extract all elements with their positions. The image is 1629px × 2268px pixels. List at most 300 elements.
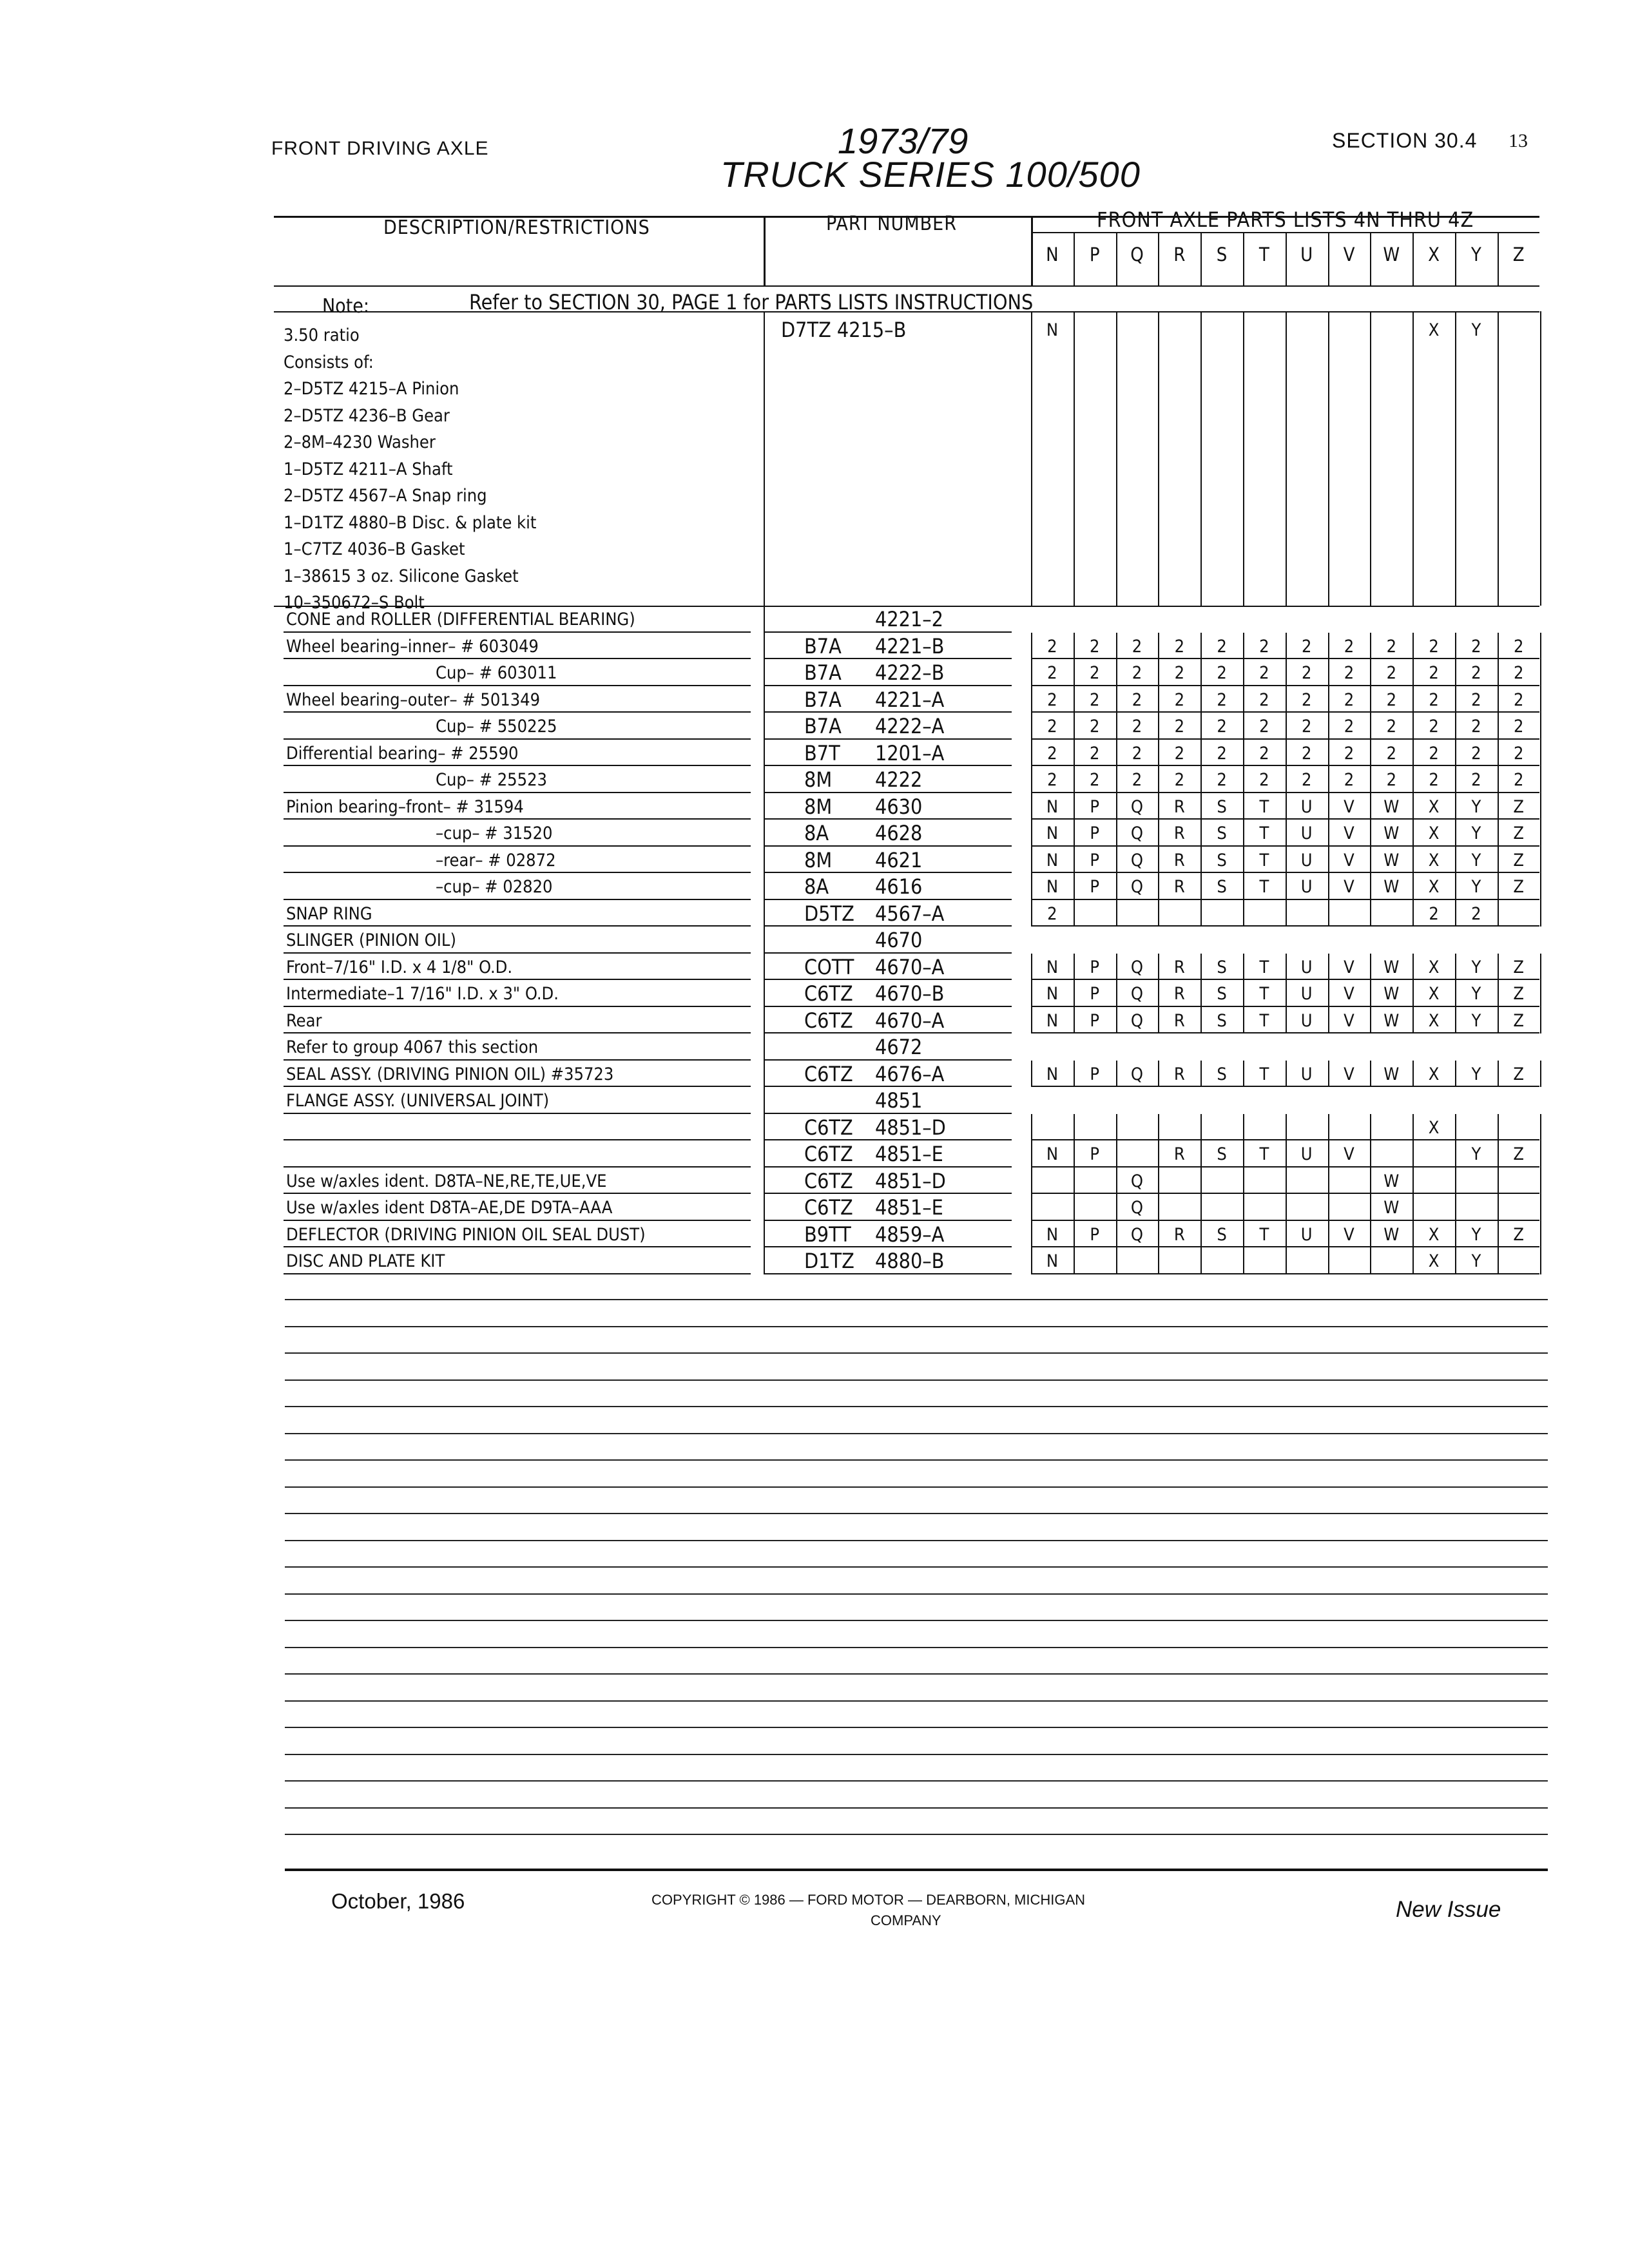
row-col-divider xyxy=(1031,1061,1032,1088)
row-part-divider xyxy=(764,793,765,820)
row-mark: S xyxy=(1217,850,1227,870)
row-col-divider xyxy=(1074,633,1075,660)
row-col-divider xyxy=(1286,1194,1287,1221)
row-col-divider xyxy=(1540,793,1541,820)
row-col-divider xyxy=(1455,980,1456,1007)
row-col-divider xyxy=(1540,980,1541,1007)
row-col-divider xyxy=(1158,1221,1159,1248)
letter-divider xyxy=(1243,232,1244,285)
row-col-divider xyxy=(1328,766,1329,793)
row-mark: 2 xyxy=(1174,716,1185,736)
row-col-divider xyxy=(1286,980,1287,1007)
row-part-number: 4670–A xyxy=(875,1008,945,1033)
table-row xyxy=(0,686,1629,713)
row-mark: N xyxy=(1046,877,1058,897)
row-mark: R xyxy=(1173,877,1185,897)
row-mark: Q xyxy=(1130,1224,1144,1245)
row-mark: W xyxy=(1383,877,1400,897)
row-part-number: 4672 xyxy=(875,1035,923,1059)
table-row xyxy=(0,1221,1629,1248)
kit-col-divider xyxy=(1074,311,1075,606)
row-col-divider xyxy=(1540,1061,1541,1088)
kit-col-divider xyxy=(1243,311,1244,606)
row-col-divider xyxy=(1286,1061,1287,1088)
row-col-divider xyxy=(1498,1168,1499,1195)
row-mark: N xyxy=(1046,1064,1058,1084)
row-mark: Z xyxy=(1513,1144,1525,1164)
row-col-divider xyxy=(1412,873,1414,900)
list-letter-w: W xyxy=(1383,244,1400,265)
row-mark: 2 xyxy=(1259,636,1269,657)
row-description: Use w/axles ident D8TA–AE,DE D9TA–AAA xyxy=(286,1198,613,1218)
row-mark: W xyxy=(1383,823,1400,843)
row-col-divider xyxy=(1158,1007,1159,1034)
row-mark: U xyxy=(1300,823,1313,843)
row-col-divider xyxy=(1540,1168,1541,1195)
row-col-divider xyxy=(1455,793,1456,820)
blank-ruled-line xyxy=(285,1459,1548,1461)
row-mark: 2 xyxy=(1259,663,1269,683)
row-col-divider xyxy=(1370,980,1371,1007)
row-mark: P xyxy=(1090,1224,1100,1245)
footer-copyright: COPYRIGHT © 1986 — FORD MOTOR — DEARBORN, MICHIGAN xyxy=(651,1892,1086,1908)
row-mark: 2 xyxy=(1047,636,1057,657)
row-part-divider xyxy=(764,1194,765,1221)
row-col-divider xyxy=(1286,659,1287,686)
row-col-divider xyxy=(1031,686,1032,713)
row-description: Intermediate–1 7/16" I.D. x 3" O.D. xyxy=(286,984,559,1004)
letter-divider xyxy=(1074,232,1075,285)
row-col-divider xyxy=(1412,820,1414,847)
row-mark: Z xyxy=(1513,984,1525,1004)
row-mark: T xyxy=(1259,1144,1269,1164)
row-col-divider xyxy=(1370,1061,1371,1088)
row-col-divider xyxy=(1455,1168,1456,1195)
blank-ruled-line xyxy=(285,1299,1548,1300)
section-number: SECTION 30.4 xyxy=(1332,129,1478,152)
row-col-divider xyxy=(1031,954,1032,981)
row-mark: N xyxy=(1046,850,1058,870)
row-part-divider xyxy=(764,1007,765,1034)
row-col-divider xyxy=(1455,1114,1456,1141)
row-col-divider xyxy=(1116,1114,1117,1141)
row-mark: 2 xyxy=(1132,689,1142,710)
model-years: 1973/79 xyxy=(838,120,969,161)
row-col-divider xyxy=(1328,713,1329,740)
row-mark: 2 xyxy=(1089,663,1100,683)
row-mark: W xyxy=(1383,796,1400,817)
row-mark: Z xyxy=(1513,796,1525,817)
row-col-divider xyxy=(1031,847,1032,874)
row-col-divider xyxy=(1074,766,1075,793)
row-col-divider xyxy=(1074,740,1075,767)
blank-ruled-line xyxy=(285,1700,1548,1702)
row-part-divider xyxy=(764,713,765,740)
row-part-prefix: C6TZ xyxy=(804,1195,853,1220)
row-mark: 2 xyxy=(1132,636,1142,657)
row-part-prefix: 8M xyxy=(804,847,833,872)
row-mark: 2 xyxy=(1513,689,1524,710)
row-mark: 2 xyxy=(1344,770,1354,790)
row-col-divider xyxy=(1498,633,1499,660)
list-letter-s: S xyxy=(1216,244,1228,265)
row-col-divider xyxy=(1200,820,1202,847)
row-col-divider xyxy=(1286,873,1287,900)
row-col-divider xyxy=(1370,659,1371,686)
row-mark: T xyxy=(1259,984,1269,1004)
row-mark: U xyxy=(1300,850,1313,870)
kit-col-divider xyxy=(1540,311,1541,606)
row-part-number: 4567–A xyxy=(875,901,945,926)
row-col-divider xyxy=(1412,766,1414,793)
row-description: Rear xyxy=(286,1010,322,1031)
row-mark: Y xyxy=(1471,1010,1481,1031)
row-mark: 2 xyxy=(1047,716,1057,736)
row-col-divider xyxy=(1412,793,1414,820)
row-col-divider xyxy=(1328,1194,1329,1221)
row-mark: 2 xyxy=(1471,716,1481,736)
row-col-divider xyxy=(1498,954,1499,981)
letter-divider xyxy=(1498,232,1499,285)
row-col-divider xyxy=(1455,954,1456,981)
row-col-divider xyxy=(1200,847,1202,874)
row-mark: 2 xyxy=(1429,636,1439,657)
row-col-divider xyxy=(1370,820,1371,847)
kit-mark: N xyxy=(1046,320,1058,340)
row-col-divider xyxy=(1498,766,1499,793)
row-col-divider xyxy=(1200,900,1202,927)
row-col-divider xyxy=(1412,900,1414,927)
row-col-divider xyxy=(1116,1061,1117,1088)
blank-ruled-line xyxy=(285,1647,1548,1648)
row-part-prefix: B7A xyxy=(804,633,842,658)
kit-line: 1–D5TZ 4211–A Shaft xyxy=(284,459,453,479)
row-col-divider xyxy=(1286,686,1287,713)
row-col-divider xyxy=(1412,847,1414,874)
row-part-divider xyxy=(764,1221,765,1248)
row-col-divider xyxy=(1200,873,1202,900)
table-row xyxy=(0,793,1629,820)
kit-col-divider xyxy=(1498,311,1499,606)
row-col-divider xyxy=(1412,1007,1414,1034)
row-part-prefix: D1TZ xyxy=(804,1249,854,1273)
row-col-divider xyxy=(1286,1114,1287,1141)
letter-divider xyxy=(1158,232,1159,285)
row-col-divider xyxy=(1116,954,1117,981)
row-mark: X xyxy=(1428,1117,1440,1138)
row-col-divider xyxy=(1158,740,1159,767)
row-col-divider xyxy=(1286,713,1287,740)
row-col-divider xyxy=(1370,1007,1371,1034)
row-mark: 2 xyxy=(1513,770,1524,790)
row-mark: 2 xyxy=(1471,663,1481,683)
kit-line: 2–D5TZ 4567–A Snap ring xyxy=(284,486,487,506)
blank-ruled-line xyxy=(285,1566,1548,1568)
row-col-divider xyxy=(1412,1061,1414,1088)
row-col-divider xyxy=(1074,686,1075,713)
row-col-divider xyxy=(1031,1114,1032,1141)
table-row xyxy=(0,606,1629,633)
row-mark: 2 xyxy=(1344,689,1354,710)
row-col-divider xyxy=(1200,1247,1202,1274)
row-mark: Q xyxy=(1130,823,1144,843)
row-mark: V xyxy=(1344,1010,1354,1031)
row-mark: Q xyxy=(1130,1171,1144,1191)
row-mark: U xyxy=(1300,1064,1313,1084)
blank-ruled-line xyxy=(285,1352,1548,1354)
table-row xyxy=(0,820,1629,847)
row-col-divider xyxy=(1286,820,1287,847)
col-header-parts-lists: FRONT AXLE PARTS LISTS 4N THRU 4Z xyxy=(1097,207,1474,232)
table-row xyxy=(0,1194,1629,1221)
row-description: Cup– # 550225 xyxy=(436,716,557,736)
row-mark: Q xyxy=(1130,877,1144,897)
row-col-divider xyxy=(1243,980,1244,1007)
blank-ruled-line xyxy=(285,1807,1548,1809)
truck-series-title: TRUCK SERIES 100/500 xyxy=(720,154,1141,195)
row-mark: 2 xyxy=(1471,636,1481,657)
row-col-divider xyxy=(1243,633,1244,660)
table-row xyxy=(0,847,1629,874)
row-part-divider xyxy=(764,927,765,954)
row-mark: Y xyxy=(1471,1224,1481,1245)
row-mark: 2 xyxy=(1047,903,1057,924)
row-mark: Z xyxy=(1513,823,1525,843)
row-mark: 2 xyxy=(1047,689,1057,710)
row-col-divider xyxy=(1243,1061,1244,1088)
row-mark: S xyxy=(1217,1064,1227,1084)
row-part-prefix: 8A xyxy=(804,874,829,899)
row-mark: 2 xyxy=(1301,689,1312,710)
blank-ruled-line xyxy=(285,1326,1548,1327)
row-mark: 2 xyxy=(1386,716,1397,736)
row-col-divider xyxy=(1200,633,1202,660)
row-description: SNAP RING xyxy=(286,903,372,924)
kit-line: Consists of: xyxy=(284,352,374,372)
row-part-number: 4221–2 xyxy=(875,607,943,631)
row-col-divider xyxy=(1031,1221,1032,1248)
row-mark: P xyxy=(1090,984,1100,1004)
row-part-divider xyxy=(764,847,765,874)
row-description: Cup– # 603011 xyxy=(436,663,557,683)
row-mark: 2 xyxy=(1429,903,1439,924)
row-mark: S xyxy=(1217,984,1227,1004)
row-part-number: 4851–E xyxy=(875,1142,943,1166)
blank-ruled-line xyxy=(285,1834,1548,1835)
row-mark: 2 xyxy=(1217,716,1227,736)
row-part-number: 4859–A xyxy=(875,1222,945,1247)
row-mark: Y xyxy=(1471,796,1481,817)
kit-line: 1–C7TZ 4036–B Gasket xyxy=(284,539,465,559)
row-mark: 2 xyxy=(1301,663,1312,683)
row-col-divider xyxy=(1074,1221,1075,1248)
row-part-divider xyxy=(764,873,765,900)
row-mark: P xyxy=(1090,850,1100,870)
kit-line: 2–8M–4230 Washer xyxy=(284,432,436,452)
row-col-divider xyxy=(1455,1007,1456,1034)
row-col-divider xyxy=(1200,1221,1202,1248)
row-col-divider xyxy=(1328,980,1329,1007)
row-mark: Q xyxy=(1130,957,1144,977)
row-mark: W xyxy=(1383,850,1400,870)
row-part-divider xyxy=(764,633,765,660)
row-col-divider xyxy=(1370,633,1371,660)
row-mark: 2 xyxy=(1089,716,1100,736)
row-col-divider xyxy=(1200,793,1202,820)
row-col-divider xyxy=(1540,713,1541,740)
row-mark: Y xyxy=(1471,823,1481,843)
row-part-prefix: 8A xyxy=(804,821,829,845)
table-row xyxy=(0,1140,1629,1168)
row-col-divider xyxy=(1243,1194,1244,1221)
table-row xyxy=(0,1007,1629,1034)
row-part-prefix: D5TZ xyxy=(804,901,854,926)
kit-line: 2–D5TZ 4236–B Gear xyxy=(284,405,450,426)
row-mark: Q xyxy=(1130,1064,1144,1084)
row-mark: 2 xyxy=(1344,663,1354,683)
row-part-rule xyxy=(764,1273,1012,1274)
row-col-divider xyxy=(1116,1007,1117,1034)
row-mark: 2 xyxy=(1089,689,1100,710)
row-col-divider xyxy=(1116,659,1117,686)
row-col-divider xyxy=(1328,1247,1329,1274)
footer-rule xyxy=(285,1869,1548,1871)
table-row xyxy=(0,873,1629,900)
row-col-divider xyxy=(1455,873,1456,900)
row-mark: 2 xyxy=(1174,689,1185,710)
table-header-bottom-rule xyxy=(274,285,1539,287)
row-mark: X xyxy=(1428,850,1440,870)
row-mark: 2 xyxy=(1471,903,1481,924)
row-description: CONE and ROLLER (DIFFERENTIAL BEARING) xyxy=(286,610,635,629)
row-col-divider xyxy=(1158,1168,1159,1195)
row-col-divider xyxy=(1243,766,1244,793)
row-col-divider xyxy=(1540,1247,1541,1274)
row-col-divider xyxy=(1328,873,1329,900)
footer-status: New Issue xyxy=(1396,1897,1501,1922)
row-col-divider xyxy=(1328,1061,1329,1088)
row-mark: 2 xyxy=(1429,770,1439,790)
row-part-prefix: B7A xyxy=(804,714,842,738)
row-col-divider xyxy=(1116,1168,1117,1195)
row-part-prefix: B7A xyxy=(804,687,842,712)
row-mark: U xyxy=(1300,984,1313,1004)
row-mark: X xyxy=(1428,823,1440,843)
row-mark: 2 xyxy=(1132,663,1142,683)
row-col-divider xyxy=(1412,740,1414,767)
row-col-divider xyxy=(1370,740,1371,767)
row-mark: 2 xyxy=(1513,663,1524,683)
row-mark: 2 xyxy=(1301,636,1312,657)
row-col-divider xyxy=(1370,954,1371,981)
row-col-divider xyxy=(1243,740,1244,767)
row-mark: Y xyxy=(1471,1144,1481,1164)
row-description: SEAL ASSY. (DRIVING PINION OIL) #35723 xyxy=(286,1064,614,1084)
row-col-divider xyxy=(1074,847,1075,874)
row-part-number: 4851–D xyxy=(875,1168,946,1193)
row-part-number: 1201–A xyxy=(875,740,945,765)
row-part-prefix: B7T xyxy=(804,740,840,765)
row-mark: 2 xyxy=(1089,770,1100,790)
row-part-divider xyxy=(764,740,765,767)
row-col-divider xyxy=(1286,1247,1287,1274)
row-col-divider xyxy=(1328,1114,1329,1141)
blank-ruled-line xyxy=(285,1780,1548,1782)
row-col-divider xyxy=(1158,954,1159,981)
row-mark: 2 xyxy=(1259,716,1269,736)
row-col-divider xyxy=(1243,1140,1244,1168)
row-col-divider xyxy=(1116,1247,1117,1274)
row-part-divider xyxy=(764,766,765,793)
row-mark: 2 xyxy=(1217,689,1227,710)
row-part-prefix: C6TZ xyxy=(804,1142,853,1166)
row-mark: W xyxy=(1383,984,1400,1004)
row-col-divider xyxy=(1328,1140,1329,1168)
kit-line: 3.50 ratio xyxy=(284,325,360,345)
row-mark: X xyxy=(1428,1064,1440,1084)
row-mark: R xyxy=(1173,796,1185,817)
row-col-divider xyxy=(1328,633,1329,660)
row-col-divider xyxy=(1243,1221,1244,1248)
row-col-divider xyxy=(1455,686,1456,713)
row-mark: 2 xyxy=(1386,743,1397,764)
kit-line: 1–38615 3 oz. Silicone Gasket xyxy=(284,566,519,586)
row-col-divider xyxy=(1200,1140,1202,1168)
row-mark: V xyxy=(1344,1144,1354,1164)
letter-divider xyxy=(1116,232,1117,285)
row-mark: 2 xyxy=(1471,743,1481,764)
row-col-divider xyxy=(1074,1114,1075,1141)
row-mark: N xyxy=(1046,984,1058,1004)
blank-ruled-line xyxy=(285,1406,1548,1407)
blank-ruled-line xyxy=(285,1620,1548,1621)
row-col-divider xyxy=(1498,820,1499,847)
row-mark: 2 xyxy=(1089,636,1100,657)
row-part-divider xyxy=(764,1033,765,1061)
row-col-divider xyxy=(1286,633,1287,660)
row-col-divider xyxy=(1031,980,1032,1007)
row-col-divider xyxy=(1116,1140,1117,1168)
list-letter-x: X xyxy=(1428,244,1440,265)
row-col-divider xyxy=(1074,793,1075,820)
table-row xyxy=(0,1033,1629,1061)
row-mark: X xyxy=(1428,1010,1440,1031)
list-letter-q: Q xyxy=(1130,244,1144,265)
row-mark: 2 xyxy=(1259,743,1269,764)
row-col-divider xyxy=(1116,873,1117,900)
row-part-divider xyxy=(764,980,765,1007)
row-col-divider xyxy=(1200,1168,1202,1195)
row-mark: X xyxy=(1428,1224,1440,1245)
row-col-divider xyxy=(1370,686,1371,713)
kit-mark: X xyxy=(1428,320,1440,340)
footer-date: October, 1986 xyxy=(331,1889,465,1913)
row-col-divider xyxy=(1286,793,1287,820)
note-label: Note: xyxy=(322,295,369,318)
row-mark: Y xyxy=(1471,984,1481,1004)
blank-ruled-line xyxy=(285,1593,1548,1595)
table-row xyxy=(0,766,1629,793)
row-col-divider xyxy=(1243,847,1244,874)
row-part-divider xyxy=(764,820,765,847)
table-row xyxy=(0,740,1629,767)
row-mark: P xyxy=(1090,1064,1100,1084)
row-mark: N xyxy=(1046,1251,1058,1271)
row-mark: 2 xyxy=(1259,770,1269,790)
kit-col-divider xyxy=(1370,311,1371,606)
kit-part-divider xyxy=(764,311,765,606)
row-col-divider xyxy=(1540,766,1541,793)
